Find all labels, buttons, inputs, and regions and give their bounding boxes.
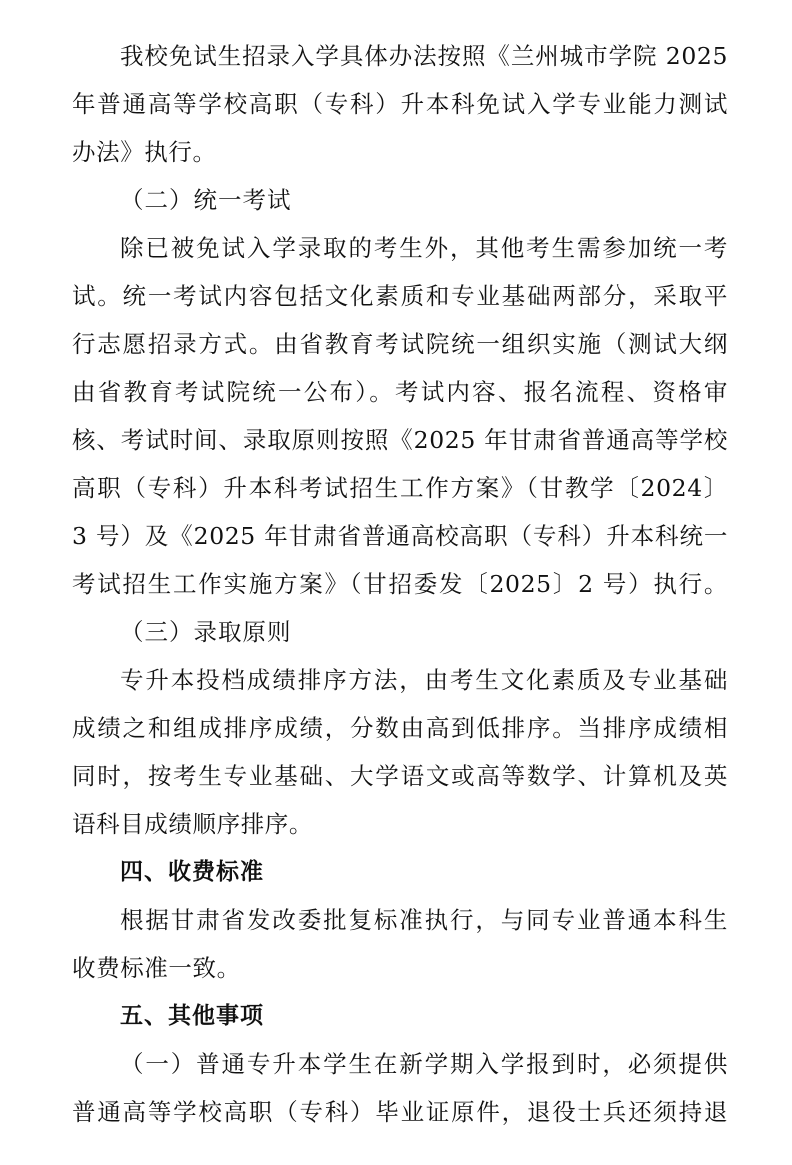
- paragraph-line-17: 语科目成绩顺序排序。: [72, 810, 313, 838]
- section-heading-other-matters: 五、其他事项: [120, 1003, 264, 1029]
- paragraph-line-11: 3 号）及《2025 年甘肃省普通高校高职（专科）升本科统一: [72, 522, 728, 550]
- paragraph-line-14: 专升本投档成绩排序方法，由考生文化素质及专业基础: [120, 666, 728, 694]
- paragraph-line-16: 同时，按考生专业基础、大学语文或高等数学、计算机及英: [72, 762, 728, 790]
- paragraph-line-20: 收费标准一致。: [72, 954, 241, 982]
- paragraph-line-2: 年普通高等学校高职（专科）升本科免试入学专业能力测试: [72, 90, 728, 118]
- paragraph-line-15: 成绩之和组成排序成绩，分数由高到低排序。当排序成绩相: [72, 714, 728, 742]
- paragraph-line-12: 考试招生工作实施方案》（甘招委发〔2025〕2 号）执行。: [72, 570, 728, 598]
- section-heading-fees: 四、收费标准: [120, 859, 264, 885]
- paragraph-line-23: 普通高等学校高职（专科）毕业证原件，退役士兵还须持退: [72, 1098, 728, 1126]
- paragraph-line-1: 我校免试生招录入学具体办法按照《兰州城市学院 2025: [120, 42, 728, 70]
- section-heading-admission-principles: （三）录取原则: [120, 618, 292, 646]
- paragraph-line-8: 由省教育考试院统一公布）。考试内容、报名流程、资格审: [72, 378, 728, 406]
- paragraph-line-9: 核、考试时间、录取原则按照《2025 年甘肃省普通高等学校: [72, 426, 728, 454]
- paragraph-line-3: 办法》执行。: [72, 138, 217, 166]
- paragraph-line-5: 除已被免试入学录取的考生外，其他考生需参加统一考: [120, 234, 728, 262]
- paragraph-line-10: 高职（专科）升本科考试招生工作方案》（甘教学〔2024〕: [72, 474, 728, 502]
- paragraph-line-6: 试。统一考试内容包括文化素质和专业基础两部分，采取平: [72, 282, 728, 310]
- paragraph-line-7: 行志愿招录方式。由省教育考试院统一组织实施（测试大纲: [72, 330, 728, 358]
- section-heading-unified-exam: （二）统一考试: [120, 186, 292, 214]
- paragraph-line-19: 根据甘肃省发改委批复标准执行，与同专业普通本科生: [120, 906, 728, 934]
- paragraph-line-22: （一）普通专升本学生在新学期入学报到时，必须提供: [120, 1050, 728, 1078]
